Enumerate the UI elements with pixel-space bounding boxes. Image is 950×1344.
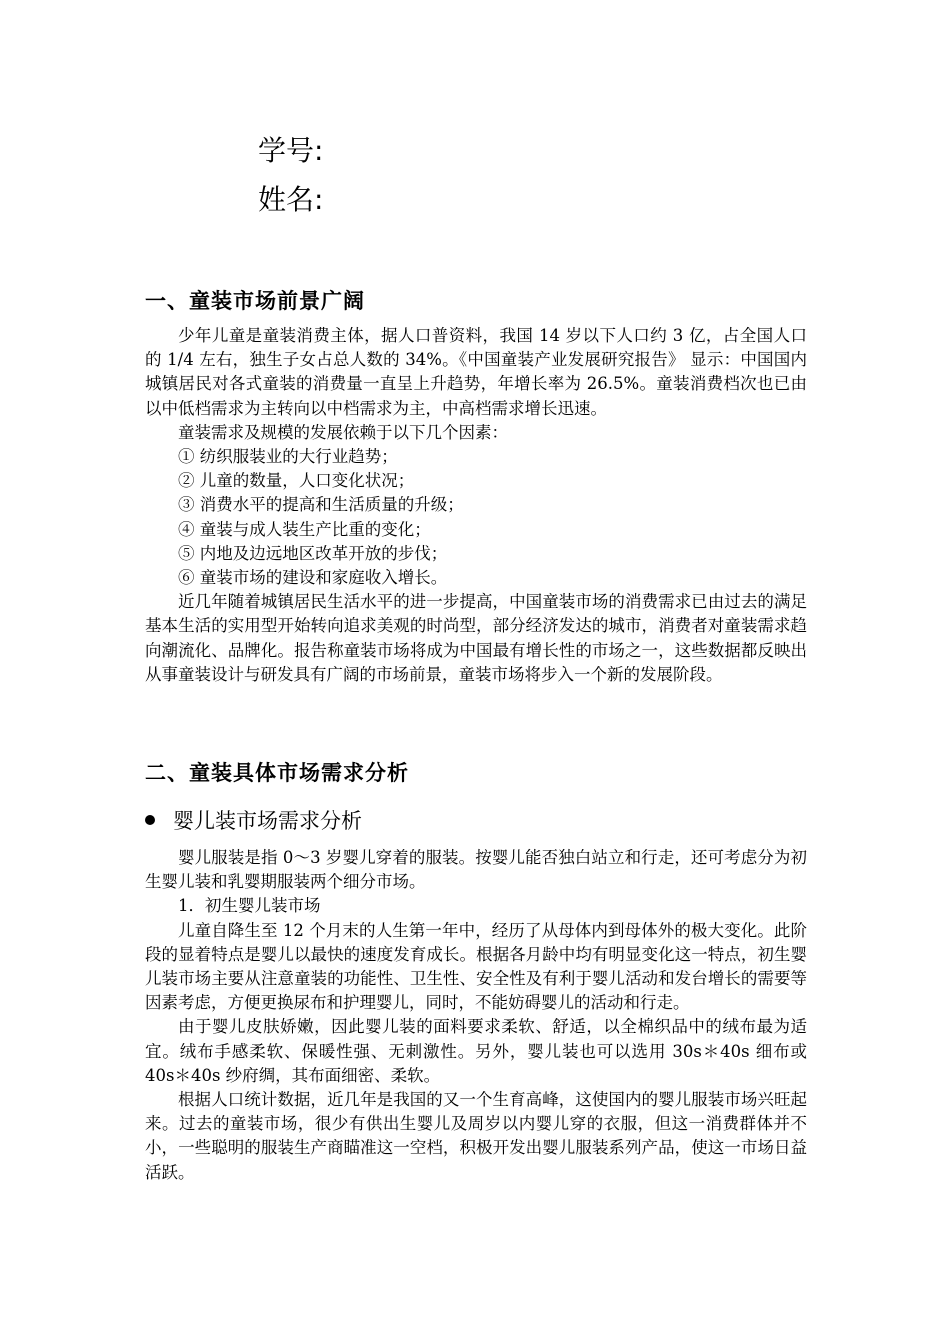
section1-paragraph: 近几年随着城镇居民生活水平的进一步提高，中国童装市场的消费需求已由过去的满足基本生活的实用型开始转向追求美观的时尚型，部分经济发达的城市，消费者对童装需求趋向潮流化、品牌化。报告称童装市场将成为中国最有增长性的市场之一，这些数据都反映出从事童装设计与研发具有广阔的市场前景，童装市场将步入一个新的发展阶段。 xyxy=(145,592,807,684)
student-id-label: 学号: xyxy=(258,134,324,167)
name-label: 姓名: xyxy=(258,183,324,216)
factor-list-item: ④ 童装与成人装生产比重的变化； xyxy=(178,519,431,539)
factor-list-item: ⑥ 童装市场的建设和家庭收入增长。 xyxy=(178,568,448,588)
factor-list-item: ③ 消费水平的提高和生活质量的升级； xyxy=(178,495,464,515)
section1-paragraph: 少年儿童是童装消费主体，据人口普资料，我国 14 岁以下人口约 3 亿，占全国人口的 1/4 左右，独生子女占总人数的 34%。《中国童装产业发展研究报告》 显示：中国国内城镇居民对各式童装的消费量一直呈上升趋势，年增长率为 26.5%。童装消费档次也已由以中低档需求为主转向以中档需求为主，中高档需求增长迅速。 xyxy=(145,326,807,418)
factor-list-item: ① 纺织服装业的大行业趋势； xyxy=(178,447,398,467)
section1-heading: 一、童装市场前景广阔 xyxy=(145,289,365,313)
factor-list-item: ⑤ 内地及边远地区改革开放的步伐； xyxy=(178,543,448,563)
section2-paragraph: 婴儿服装是指 0～3 岁婴儿穿着的服装。按婴儿能否独白站立和行走，还可考虑分为初生婴儿装和乳婴期服装两个细分市场。 xyxy=(145,848,807,892)
section2-body xyxy=(145,846,807,1185)
section2-paragraph: 由于婴儿皮肤娇嫩，因此婴儿装的面料要求柔软、舒适，以全棉织品中的绒布最为适宜。绒布手感柔软、保暖性强、无刺激性。另外，婴儿装也可以选用 30s＊40s 细布或 40s＊40s 纱府绸，其布面细密、柔软。 xyxy=(145,1017,807,1085)
subheading: 1．初生婴儿装市场 xyxy=(178,896,321,916)
factor-list-item: ② 儿童的数量，人口变化状况； xyxy=(178,471,415,491)
section2-paragraph: 根据人口统计数据，近几年是我国的又一个生育高峰，这使国内的婴儿服装市场兴旺起来。过去的童装市场，很少有供出生婴儿及周岁以内婴儿穿的衣服，但这一消费群体并不小，一些聪明的服装生产商瞄准这一空档，积极开发出婴儿服装系列产品，使这一市场日益活跃。 xyxy=(145,1090,807,1182)
bullet-heading-text: 婴儿装市场需求分析 xyxy=(173,809,362,833)
section1-body xyxy=(145,324,807,687)
section2-paragraph: 儿童自降生至 12 个月末的人生第一年中，经历了从母体内到母体外的极大变化。此阶段的显着特点是婴儿以最快的速度发育成长。根据各月龄中均有明显变化这一特点，初生婴儿装市场主要从注意童装的功能性、卫生性、安全性及有利于婴儿活动和发台增长的需要等因素考虑，方便更换尿布和护理婴儿，同时，不能妨碍婴儿的活动和行走。 xyxy=(145,920,807,1013)
section2-heading: 二、童装具体市场需求分析 xyxy=(145,761,409,785)
bullet-icon xyxy=(145,815,155,825)
bullet-heading xyxy=(145,806,362,836)
section1-paragraph: 童装需求及规模的发展依赖于以下几个因素： xyxy=(178,422,508,442)
